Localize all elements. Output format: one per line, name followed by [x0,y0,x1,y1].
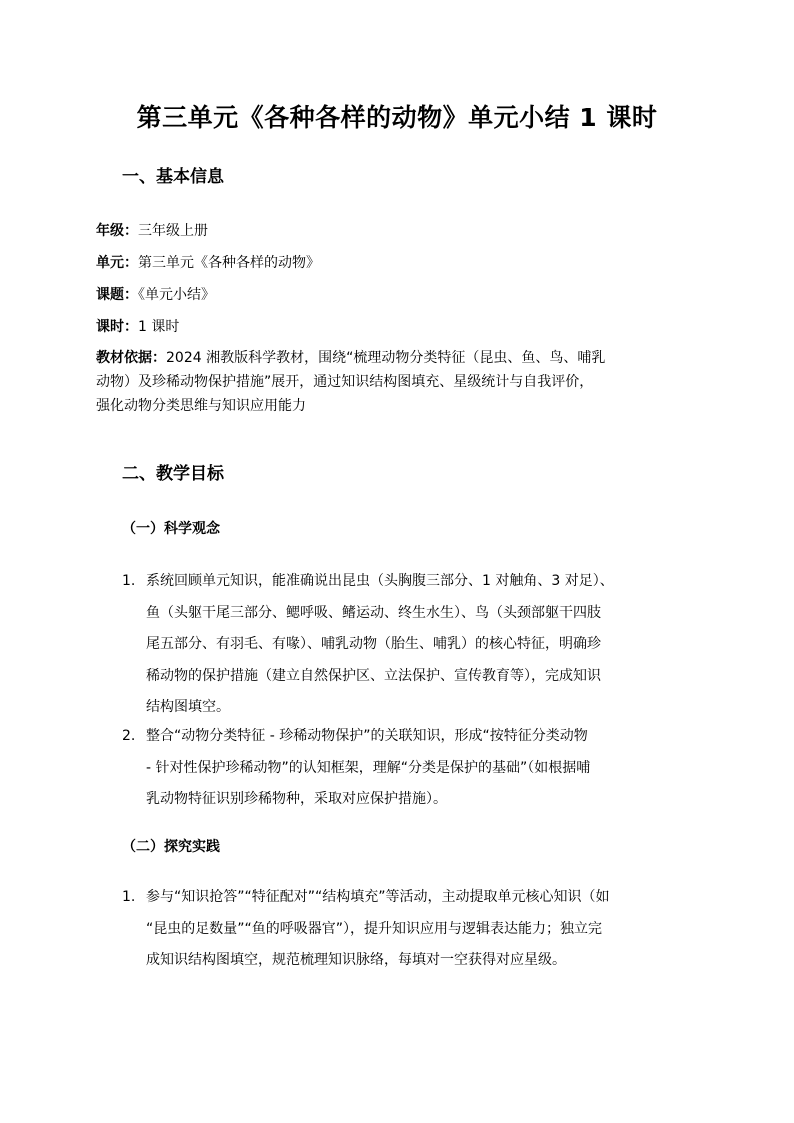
list-item-line: 乳动物特征识别珍稀物种，采取对应保护措施）。 [146,791,447,807]
list-item-line: 系统回顾单元知识，能准确说出昆虫（头胸腹三部分、1 对触角、3 对足）、 [146,573,614,589]
list-item-text [146,566,696,724]
list-item-line: 鱼（头躯干尾三部分、鳃呼吸、鳍运动、终生水生）、鸟（头颈部躯干四肢 [146,604,601,621]
info-basis-line-3: 强化动物分类思维与知识应用能力 [96,398,306,414]
info-basis-label: 教材依据： [96,350,166,366]
info-grade [96,220,208,242]
info-hours-label: 课时： [96,319,138,335]
section-heading-basic-info: 一、基本信息 [122,167,224,187]
list-item-text [146,721,696,816]
info-unit-value: 第三单元《各种各样的动物》 [138,255,320,271]
page-title: 第三单元《各种各样的动物》单元小结 1 课时 [136,103,658,132]
section-heading-teaching-goals: 二、教学目标 [122,464,224,484]
info-basis-line-2: 动物）及珍稀动物保护措施”展开，通过知识结构图填充、星级统计与自我评价， [96,374,594,390]
list-item-number: 2. [122,728,136,744]
list-item-line: 稀动物的保护措施（建立自然保护区、立法保护、宣传教育等），完成知识 [146,667,601,684]
info-unit-label: 单元： [96,255,138,271]
subsection-heading-science-concepts: （一）科学观念 [122,521,220,537]
list-item-line: 尾五部分、有羽毛、有喙）、哺乳动物（胎生、哺乳）的核心特征，明确珍 [146,636,601,652]
info-grade-label: 年级： [96,223,138,239]
list-item-text [146,882,696,977]
info-unit [96,252,320,274]
info-hours [96,316,179,338]
info-hours-value: 1 课时 [138,319,180,335]
list-item-line: 成知识结构图填空，规范梳理知识脉络，每填对一空获得对应星级。 [146,952,566,968]
list-item-line: 参与“知识抢答”“特征配对”“结构填充”等活动，主动提取单元核心知识（如 [146,889,610,905]
list-item-number: 1. [122,573,136,589]
info-topic [96,284,215,306]
list-item-line: “昆虫的足数量”“鱼的呼吸器官”），提升知识应用与逻辑表达能力；独立完 [146,920,603,937]
info-basis-line-1 [96,346,696,370]
info-grade-value: 三年级上册 [138,223,208,239]
info-basis [96,346,696,418]
list-item-line: 整合“动物分类特征 - 珍稀动物保护”的关联知识，形成“按特征分类动物 [146,728,588,744]
info-basis-text-1: 2024 湘教版科学教材，围绕“梳理动物分类特征（昆虫、鱼、鸟、哺乳 [166,350,606,366]
list-item-line: 结构图填空。 [146,699,230,715]
info-topic-value: 《单元小结》 [138,287,215,303]
info-topic-label: 课题： [96,287,138,303]
subsection-heading-inquiry-practice: （二）探究实践 [122,839,220,855]
list-item-number: 1. [122,889,136,905]
list-item-line: - 针对性保护珍稀动物”的认知框架，理解“分类是保护的基础”（如根据哺 [146,759,591,776]
